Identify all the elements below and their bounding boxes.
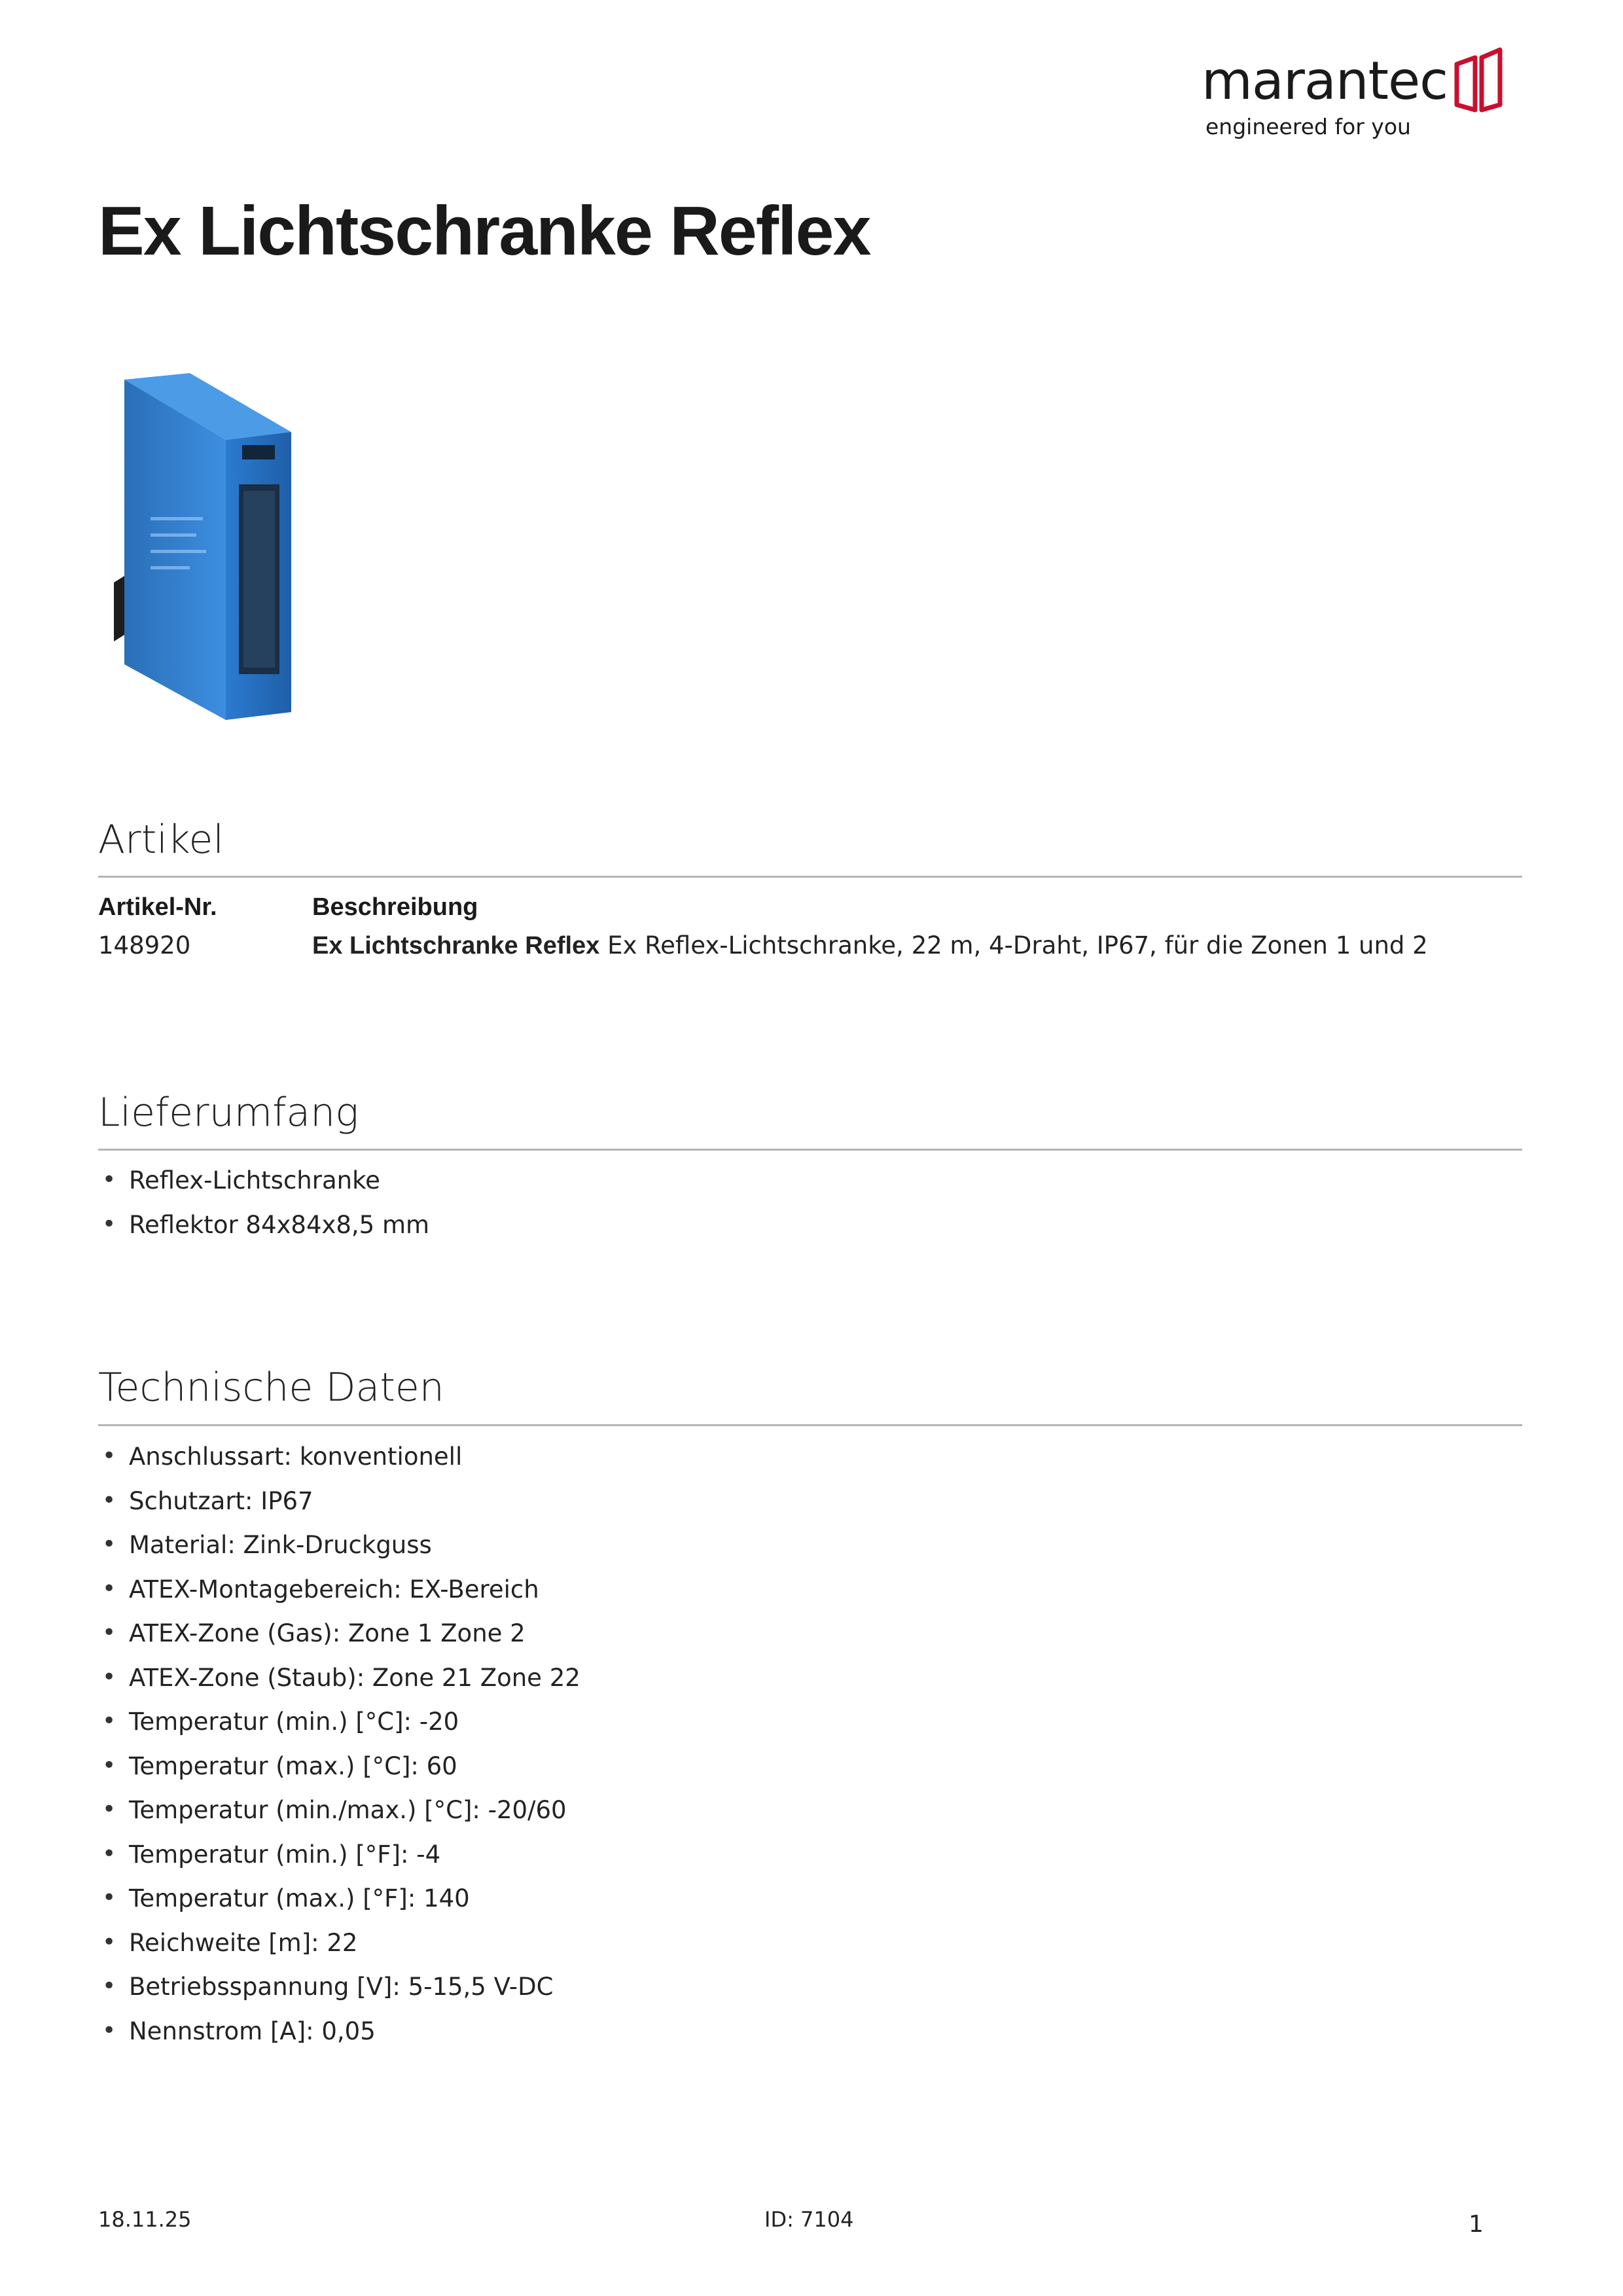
brand-tagline: engineered for you [1205, 114, 1411, 139]
page-title: Ex Lichtschranke Reflex [98, 192, 870, 270]
list-item: • ATEX-Montagebereich: EX-Bereich [98, 1577, 580, 1622]
section-divider [98, 1424, 1522, 1426]
section-divider [98, 1149, 1522, 1151]
section-title-technische-daten: Technische Daten [98, 1365, 444, 1410]
list-item: • ATEX-Zone (Staub): Zone 21 Zone 22 [98, 1666, 580, 1710]
artikel-description: Ex Reflex-Lichtschranke, 22 m, 4-Draht, IP67, für die Zonen 1 und 2 [607, 931, 1428, 960]
footer-date: 18.11.25 [98, 2207, 192, 2232]
list-item: • Reflex-Lichtschranke [98, 1168, 429, 1213]
list-item: • Temperatur (max.) [°F]: 140 [98, 1886, 580, 1931]
list-item: • Nennstrom [A]: 0,05 [98, 2019, 580, 2064]
brand-name: marantec [1202, 50, 1448, 111]
technische-daten-list [98, 1444, 580, 2063]
artikel-nr-cell: 148920 [98, 931, 191, 960]
marantec-door-icon [1453, 45, 1505, 117]
list-item: • Temperatur (min.) [°F]: -4 [98, 1842, 580, 1887]
section-divider [98, 876, 1522, 878]
lieferumfang-list [98, 1168, 429, 1257]
list-item: • Temperatur (max.) [°C]: 60 [98, 1754, 580, 1799]
footer-id: ID: 7104 [764, 2207, 854, 2232]
brand-logo [1202, 41, 1516, 152]
section-title-artikel: Artikel [98, 817, 224, 863]
page-number: 1 [1469, 2211, 1484, 2238]
list-item: • Reflektor 84x84x8,5 mm [98, 1213, 429, 1257]
artikel-beschreibung-cell [312, 933, 1428, 958]
list-item: • ATEX-Zone (Gas): Zone 1 Zone 2 [98, 1621, 580, 1666]
list-item: • Schutzart: IP67 [98, 1489, 580, 1534]
list-item: • Temperatur (min.) [°C]: -20 [98, 1710, 580, 1754]
photoelectric-sensor-image [105, 367, 301, 733]
list-item: • Anschlussart: konventionell [98, 1444, 580, 1489]
list-item: • Betriebsspannung [V]: 5-15,5 V-DC [98, 1975, 580, 2019]
list-item: • Material: Zink-Druckguss [98, 1533, 580, 1577]
list-item: • Reichweite [m]: 22 [98, 1931, 580, 1975]
column-header-artikel-nr: Artikel-Nr. [98, 893, 217, 921]
section-title-lieferumfang: Lieferumfang [98, 1090, 359, 1136]
artikel-name: Ex Lichtschranke Reflex [312, 932, 600, 960]
column-header-beschreibung: Beschreibung [312, 893, 478, 921]
list-item: • Temperatur (min./max.) [°C]: -20/60 [98, 1798, 580, 1842]
